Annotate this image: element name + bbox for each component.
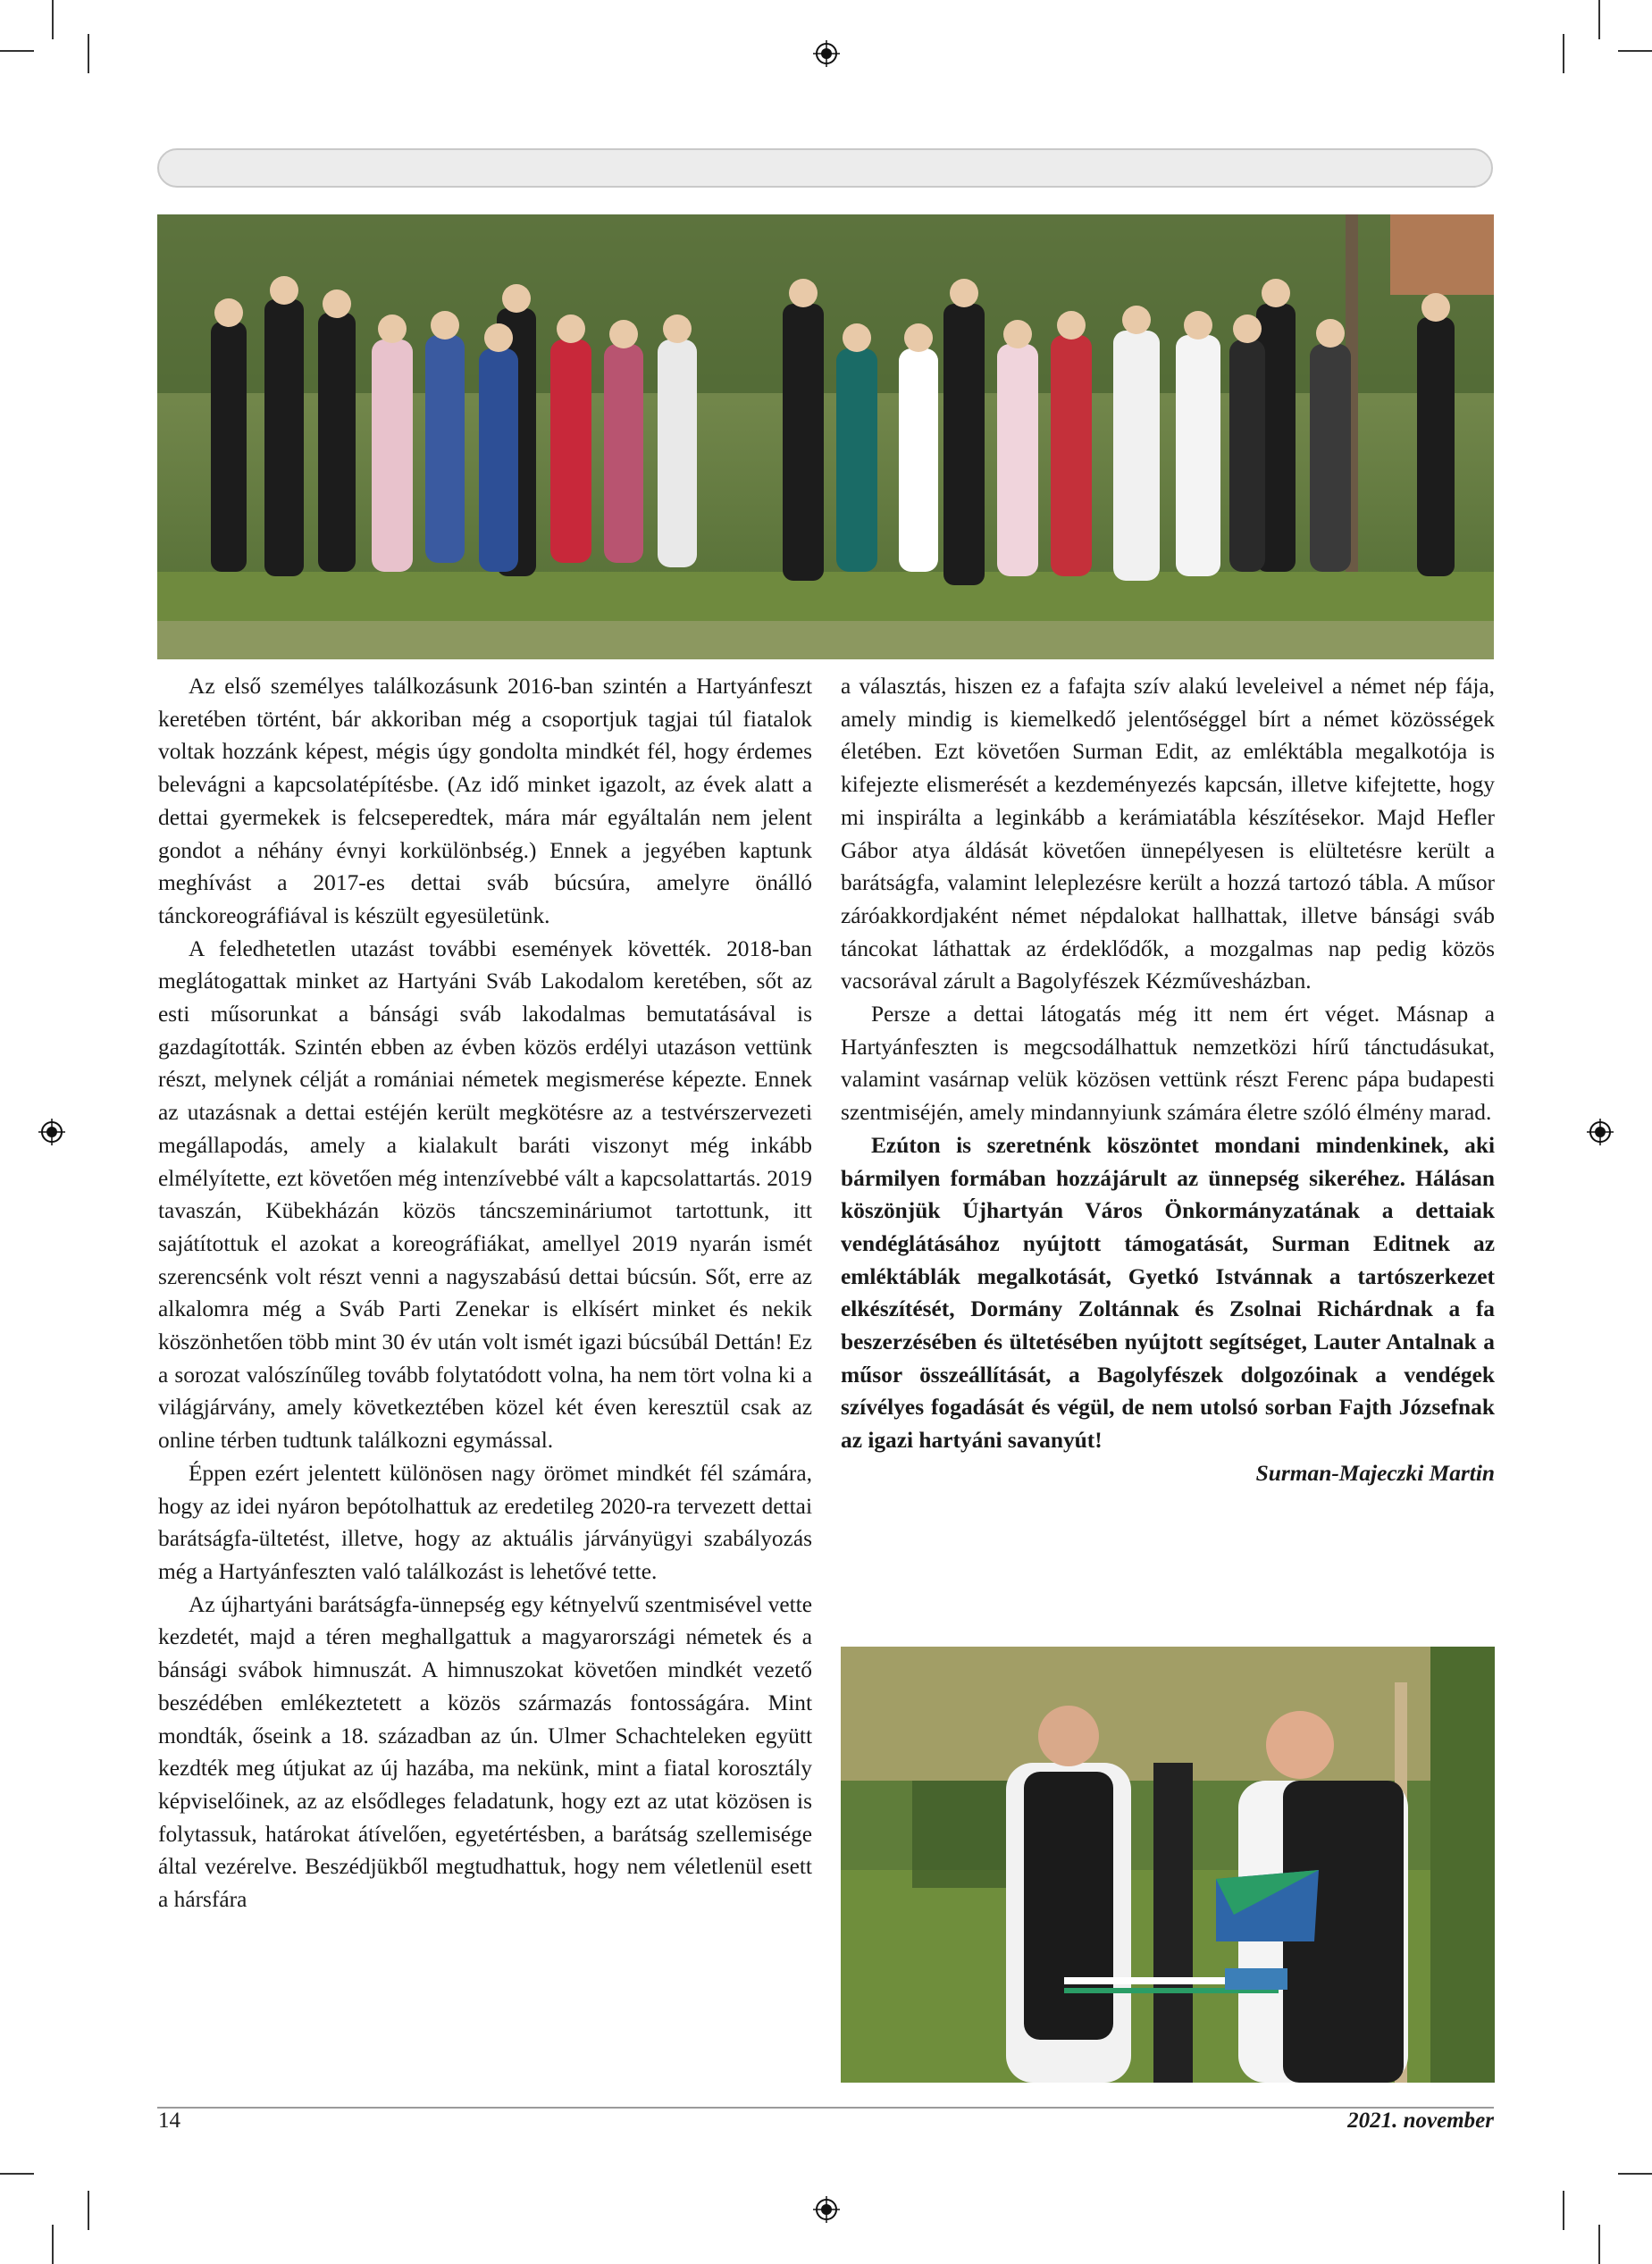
crop-mark [88, 2191, 89, 2230]
right-column [841, 670, 1495, 1490]
crop-mark [0, 50, 34, 52]
author-signature: Surman-Majeczki Martin [1255, 1460, 1495, 1486]
registration-mark-icon [813, 2196, 840, 2223]
registration-mark-icon [1587, 1119, 1614, 1145]
crop-mark [88, 34, 89, 73]
crop-mark [1618, 50, 1652, 52]
issue-date: 2021. november [1347, 2109, 1494, 2133]
crop-mark [1598, 0, 1600, 39]
crop-mark [1598, 2225, 1600, 2264]
paragraph: A feledhetetlen utazást további események követték. 2018-ban meglátogattak minket az Hartyáni Sváb Lakodalom keretében, sőt az esti műsorunkat a bánsági sváb lakodalmas bemutatásával is gazdagították. Szintén ebben az évben közös erdélyi utazáson vettünk részt, melynek célját a romániai németek megismerése képezte. Ennek az utazásnak a dettai estéjén került megkötésre az a testvérszervezeti megállapodás, amely a kialakult baráti viszonyt még inkább elmélyítette, ezt követően még intenzívebbé vált a kapcsolattartás. 2019 tavaszán, Kübekházán közös táncszemináriumot tartottunk, itt sajátítottuk el azokat a koreográfiákat, amellyel 2019 nyarán ismét szerencsénk volt részt venni a nagyszabású dettai búcsún. Sőt, erre az alkalomra még a Sváb Parti Zenekar is elkísért minket és nekik köszönhetően több mint 30 év után volt ismét igazi búcsúbál Dettán! Ez a sorozat valószínűleg tovább folytatódott volna, ha nem tört volna ki a világjárvány, amely következtében közel két éven keresztül csak az online térben tudtunk találkozni egymással. [158, 935, 812, 1454]
paragraph: Az első személyes találkozásunk 2016-ban szintén a Hartyánfeszt keretében történt, bár akkoriban még a csoportjuk tagjai túl fiatalok voltak hozzánk képest, mégis úgy gondolta mindkét fél, hogy érdemes belevágni a kapcsolatépítésbe. (Az idő minket igazolt, az évek alatt a dettai gyermekek is felcseperedtek, mára már egyáltalán nem jelent gondot a néhány évnyi korkülönbség.) Ennek a jegyében kaptunk meghívást a 2017-es dettai sváb búcsúra, amelyre önálló tánckoreográfiával is készült egyesületünk. [158, 674, 812, 928]
crop-mark [52, 2225, 54, 2264]
crop-mark [1618, 2173, 1652, 2175]
paragraph: Az újhartyáni barátságfa-ünnepség egy kétnyelvű szentmisével vette kezdetét, majd a téren meghallgattuk a magyarországi németek és a bánsági svábok himnuszát. A himnuszokat követően mindkét vezető beszédében emlékeztetett a közös származás fontosságára. Mint mondták, őseink a 18. században az ún. Ulmer Schachteleken együtt kezdték meg útjukat az új hazába, ma nekünk, mint a fiatal korosztály képviselőinek, az az elsődleges feladatunk, hogy ezt az utat közösen is folytassuk, határokat átívelően, egyetértésben, a barátság szellemisége által vezérelve. Beszédjükből megtudhattuk, hogy nem véletlenül esett a hársfára [158, 1591, 812, 1913]
crop-mark [1563, 34, 1564, 73]
acknowledgement-paragraph: Ezúton is szeretnénk köszöntet mondani mindenkinek, aki bármilyen formában hozzájárult az ünnepség sikeréhez. Hálásan köszönjük Újhartyán Város Önkormányzatának a dettaiak vendéglátásához nyújtott támogatását, Surman Editnek az emléktáblák megalkotását, Gyetkó Istvánnak a tartószerkezet elkészítését, Dormány Zoltánnak és Zsolnai Richárdnak a fa beszerzésében és ültetésében nyújtott segítséget, Lauter Antalnak a műsor összeállítását, a Bagolyfészek dolgozóinak a vendégek szívélyes fogadását és végül, de nem utolsó sorban Fajth Józsefnak az igazi hartyáni savanyút! [841, 1132, 1495, 1454]
group-photo [157, 214, 1494, 659]
crop-mark [52, 0, 54, 39]
left-column [158, 670, 812, 1916]
paragraph: a választás, hiszen ez a fafajta szív alakú leveleivel a német nép fája, amely mindig is kiemelkedő jelentőséggel bírt a német közösségek életében. Ezt követően Surman Edit, az emléktábla megalkotója is kifejezte elismerését a kezdeményezés kapcsán, illetve kifejtette, hogy mi inspirálta a leginkább a kerámiatábla készítésekor. Majd Hefler Gábor atya áldását követően ünnepélyesen is elültetésre került a barátságfa, valamint leleplezésre került a hozzá tartozó tábla. A műsor záróakkordjaként német népdalokat hallhattak, illetve bánsági sváb táncokat láthattak az érdeklődők, a mozgalmas nap pedig közös vacsorával zárult a Bagolyfészek Kézművesházban. [841, 674, 1495, 994]
paragraph: Éppen ezért jelentett különösen nagy örömet mindkét fél számára, hogy az idei nyáron bepótolhattuk az eredetileg 2020-ra tervezett dettai barátságfa-ültetést, illetve, hogy az aktuális járványügyi szabályozás még a Hartyánfeszten való találkozást is lehetővé tette. [158, 1460, 812, 1584]
paragraph: Persze a dettai látogatás még itt nem ért véget. Másnap a Hartyánfeszten is megcsodálhattuk nemzetközi hírű tánctudásukat, valamint vasárnap velük közösen vettünk részt Ferenc pápa budapesti szentmiséjén, amely mindannyiunk számára életre szóló élmény marad. [841, 1002, 1495, 1126]
page-number: 14 [158, 2109, 180, 2133]
header-bar [157, 148, 1493, 188]
footer-rule [157, 2107, 1494, 2109]
crop-mark [1563, 2191, 1564, 2230]
ribbon-cutting-photo [841, 1647, 1495, 2083]
registration-mark-icon [813, 40, 840, 67]
registration-mark-icon [38, 1119, 65, 1145]
crop-mark [0, 2173, 34, 2175]
